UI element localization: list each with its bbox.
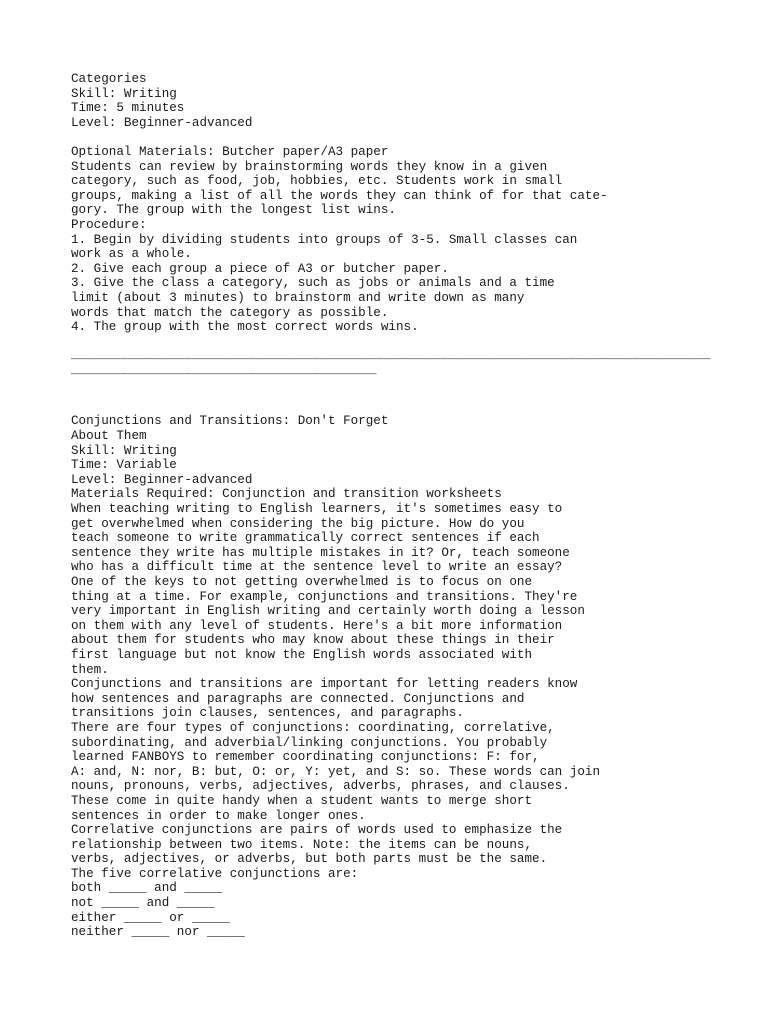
skill-line: Skill: Writing xyxy=(71,443,177,458)
body-line: who has a difficult time at the sentence level to write an essay? xyxy=(71,560,563,575)
body-line: Correlative conjunctions are pairs of words used to emphasize the xyxy=(71,823,563,838)
section-title: Categories xyxy=(71,72,147,86)
body-line: Students can review by brainstorming words they know in a given xyxy=(71,159,548,174)
time-line: Time: 5 minutes xyxy=(71,101,185,116)
body-line: A: and, N: nor, B: but, O: or, Y: yet, and S: so. These words can join xyxy=(71,764,601,779)
correlative-pair: either _____ or _____ xyxy=(71,910,230,925)
section-title: About Them xyxy=(71,429,147,444)
materials-line: Materials Required: Conjunction and transition worksheets xyxy=(71,487,502,502)
correlative-pair: neither _____ nor _____ xyxy=(71,925,245,940)
body-line: These come in quite handy when a student wants to merge short xyxy=(71,793,533,808)
level-line: Level: Beginner-advanced xyxy=(71,115,253,130)
procedure-step: 3. Give the class a category, such as jobs or animals and a time xyxy=(71,276,555,291)
section-categories xyxy=(71,72,711,335)
procedure-heading: Procedure: xyxy=(71,217,147,232)
procedure-step: words that match the category as possible. xyxy=(71,305,389,320)
body-line: learned FANBOYS to remember coordinating conjunctions: F: for, xyxy=(71,750,540,765)
body-line: The five correlative conjunctions are: xyxy=(71,866,359,881)
skill-line: Skill: Writing xyxy=(71,86,177,101)
body-line: Conjunctions and transitions are important for letting readers know xyxy=(71,677,578,692)
body-line: very important in English writing and certainly worth doing a lesson xyxy=(71,604,585,619)
body-line: verbs, adjectives, or adverbs, but both parts must be the same. xyxy=(71,852,548,867)
correlative-pair: both _____ and _____ xyxy=(71,881,223,896)
body-line: teach someone to write grammatically correct sentences if each xyxy=(71,531,540,546)
divider-line: ___________________________________________ xyxy=(71,363,377,377)
body-line: about them for students who may know about these things in their xyxy=(71,633,555,648)
body-line: first language but not know the English words associated with xyxy=(71,647,533,662)
body-line: category, such as food, job, hobbies, etc. Students work in small xyxy=(71,174,563,189)
body-line: thing at a time. For example, conjunctions and transitions. They're xyxy=(71,589,578,604)
divider-gap xyxy=(71,335,711,350)
procedure-step: 2. Give each group a piece of A3 or butcher paper. xyxy=(71,261,449,276)
body-line: When teaching writing to English learners, it's sometimes easy to xyxy=(71,502,563,517)
materials-line: Optional Materials: Butcher paper/A3 paper xyxy=(71,144,389,159)
paragraph-gap xyxy=(71,130,711,145)
procedure-step: work as a whole. xyxy=(71,247,192,262)
level-line: Level: Beginner-advanced xyxy=(71,472,253,487)
body-line: gory. The group with the longest list wins. xyxy=(71,203,396,218)
section-title: Conjunctions and Transitions: Don't Forget xyxy=(71,414,389,429)
body-line: how sentences and paragraphs are connected. Conjunctions and xyxy=(71,691,525,706)
body-line: get overwhelmed when considering the big picture. How do you xyxy=(71,516,525,531)
body-line: transitions join clauses, sentences, and paragraphs. xyxy=(71,706,464,721)
document-page xyxy=(71,72,711,940)
correlative-pair: not _____ and _____ xyxy=(71,896,215,911)
body-line: them. xyxy=(71,662,109,677)
body-line: on them with any level of students. Here's a bit more information xyxy=(71,618,563,633)
procedure-step: 4. The group with the most correct words wins. xyxy=(71,320,419,335)
body-line: One of the keys to not getting overwhelmed is to focus on one xyxy=(71,575,533,589)
body-line: groups, making a list of all the words they can think of for that cate- xyxy=(71,188,608,203)
body-line: relationship between two items. Note: the items can be nouns, xyxy=(71,837,533,852)
body-line: sentence they write has multiple mistakes in it? Or, teach someone xyxy=(71,545,570,560)
body-line: subordinating, and adverbial/linking conjunctions. You probably xyxy=(71,735,548,750)
procedure-step: 1. Begin by dividing students into groups of 3-5. Small classes can xyxy=(71,232,578,247)
procedure-step: limit (about 3 minutes) to brainstorm and write down as many xyxy=(71,290,525,305)
section-conjunctions xyxy=(71,414,711,939)
divider xyxy=(71,349,711,378)
section-gap xyxy=(71,378,711,414)
body-line: There are four types of conjunctions: coordinating, correlative, xyxy=(71,720,555,735)
body-line: sentences in order to make longer ones. xyxy=(71,808,366,823)
divider-line: __________________________________________________________________________________________ xyxy=(71,349,711,363)
body-line: nouns, pronouns, verbs, adjectives, adverbs, phrases, and clauses. xyxy=(71,779,570,794)
time-line: Time: Variable xyxy=(71,458,177,473)
